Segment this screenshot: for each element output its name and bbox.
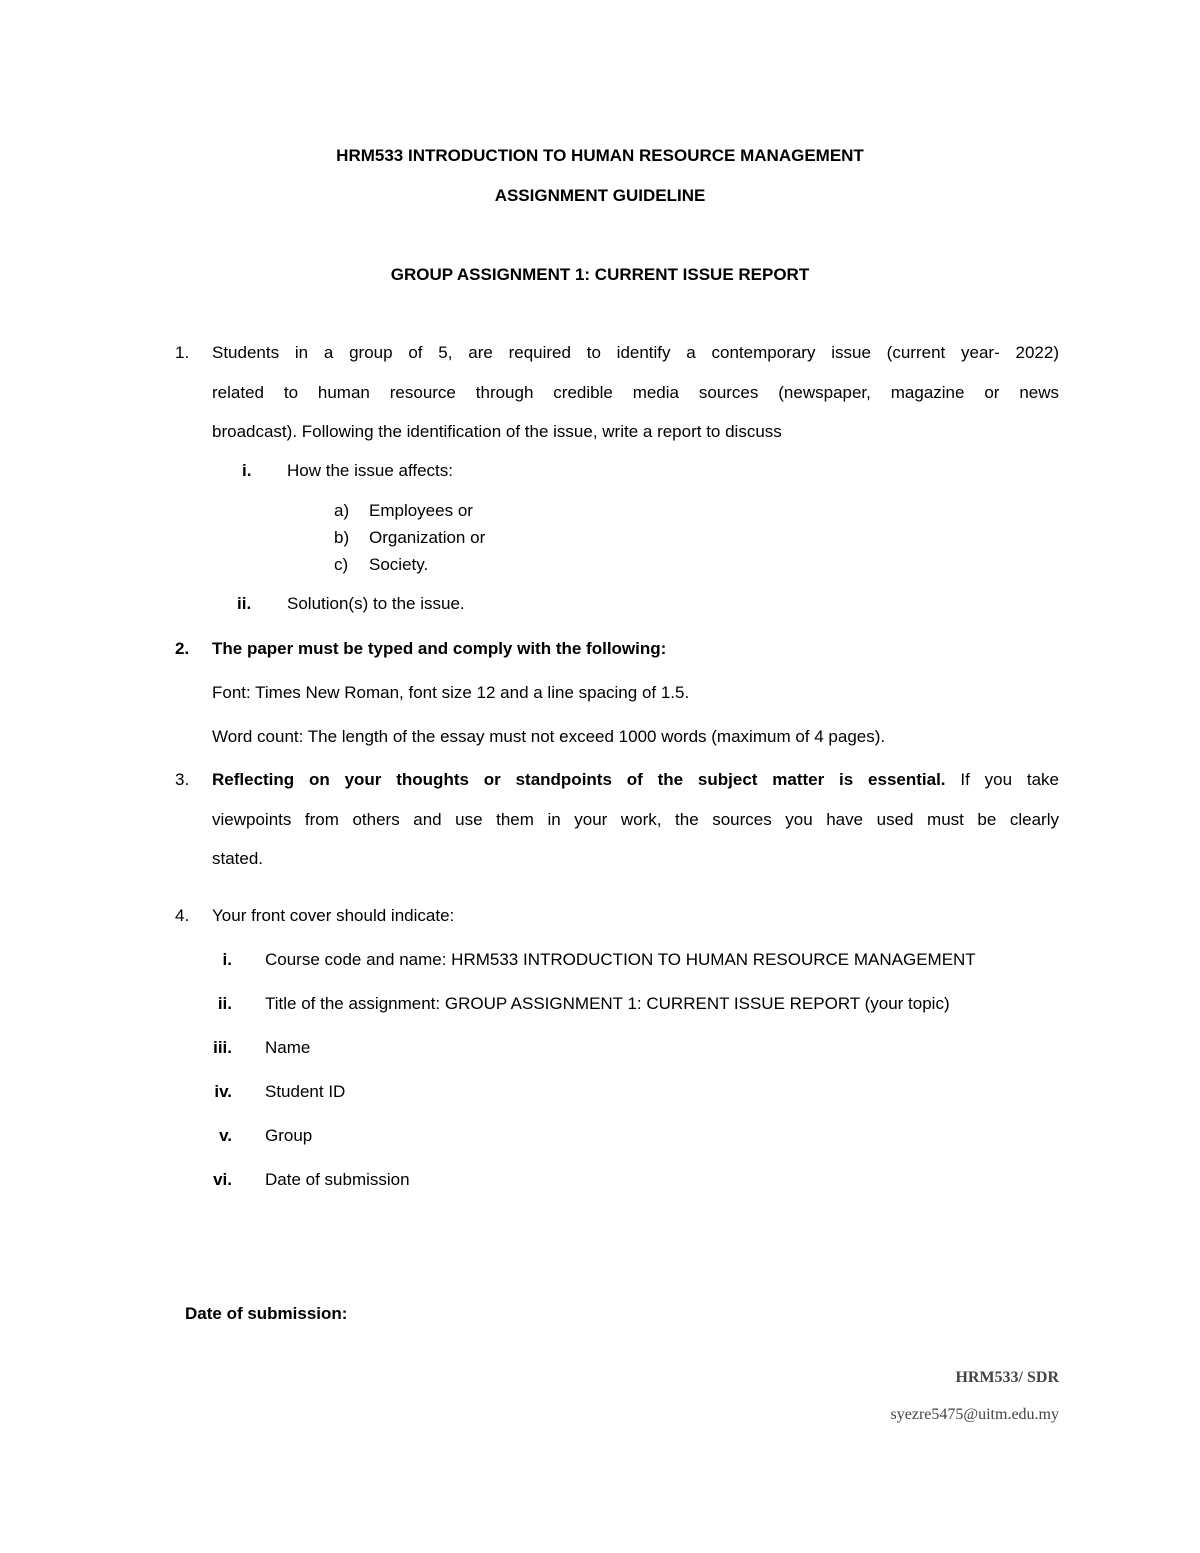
option-b-label: b) [334,528,350,547]
cover-item-text: Student ID [265,1082,346,1101]
item-2-word-line: Word count: The length of the essay must not exceed 1000 words (maximum of 4 pages). [212,727,886,746]
item-3-rest-part: If you take [960,770,1059,789]
assignment-title: GROUP ASSIGNMENT 1: CURRENT ISSUE REPORT [390,265,810,284]
item-3-bold-part: Reflecting on your thoughts or standpoints of the subject matter is essential. [212,770,946,789]
item-3-number: 3. [175,770,190,789]
cover-item-number: ii. [217,994,232,1013]
item-1-line-3: broadcast). Following the identification of the issue, write a report to discuss [212,422,782,441]
item-1-sub-i-text: How the issue affects: [287,461,453,480]
item-1-number: 1. [175,343,190,362]
cover-item-text: Group [265,1126,313,1145]
item-1-sub-i-number: i. [242,461,252,480]
item-2-heading: The paper must be typed and comply with the following: [212,639,667,658]
item-3-line-3: stated. [212,849,264,868]
item-3-line-2: viewpoints from others and use them in your work, the sources you have used must be clearly [212,810,1059,829]
cover-item-text: Title of the assignment: GROUP ASSIGNMENT 1: CURRENT ISSUE REPORT (your topic) [265,994,950,1013]
item-1-sub-ii-text: Solution(s) to the issue. [287,594,465,613]
item-1-line-1: Students in a group of 5, are required to identify a contemporary issue (current year- 2022) [212,343,1059,362]
guideline-title: ASSIGNMENT GUIDELINE [494,186,706,205]
option-c-text: Society. [369,555,429,574]
date-of-submission-label: Date of submission: [185,1304,348,1323]
course-code-footer: HRM533/ SDR [955,1369,1059,1386]
item-2-font-line: Font: Times New Roman, font size 12 and a line spacing of 1.5. [212,683,690,702]
cover-item-number: i. [222,950,232,969]
item-3-line-1 [212,770,1059,790]
cover-item-number: v. [219,1126,232,1145]
cover-item-text: Course code and name: HRM533 INTRODUCTION TO HUMAN RESOURCE MANAGEMENT [265,950,976,969]
option-b-text: Organization or [369,528,486,547]
cover-item-number: iv. [214,1082,232,1101]
item-1-line-2: related to human resource through credible media sources (newspaper, magazine or news [212,383,1059,402]
cover-item-text: Name [265,1038,311,1057]
cover-item-text: Date of submission [265,1170,410,1189]
contact-email[interactable]: syezre5475@uitm.edu.my [890,1406,1059,1423]
item-4-heading: Your front cover should indicate: [212,906,455,925]
item-1-sub-ii-number: ii. [237,594,252,613]
item-4-number: 4. [175,906,190,925]
option-a-label: a) [334,501,350,520]
cover-item-number: iii. [213,1038,232,1057]
option-a-text: Employees or [369,501,473,520]
option-c-label: c) [334,555,349,574]
cover-item-number: vi. [213,1170,232,1189]
item-2-number: 2. [175,639,190,658]
course-title: HRM533 INTRODUCTION TO HUMAN RESOURCE MANAGEMENT [336,146,864,165]
